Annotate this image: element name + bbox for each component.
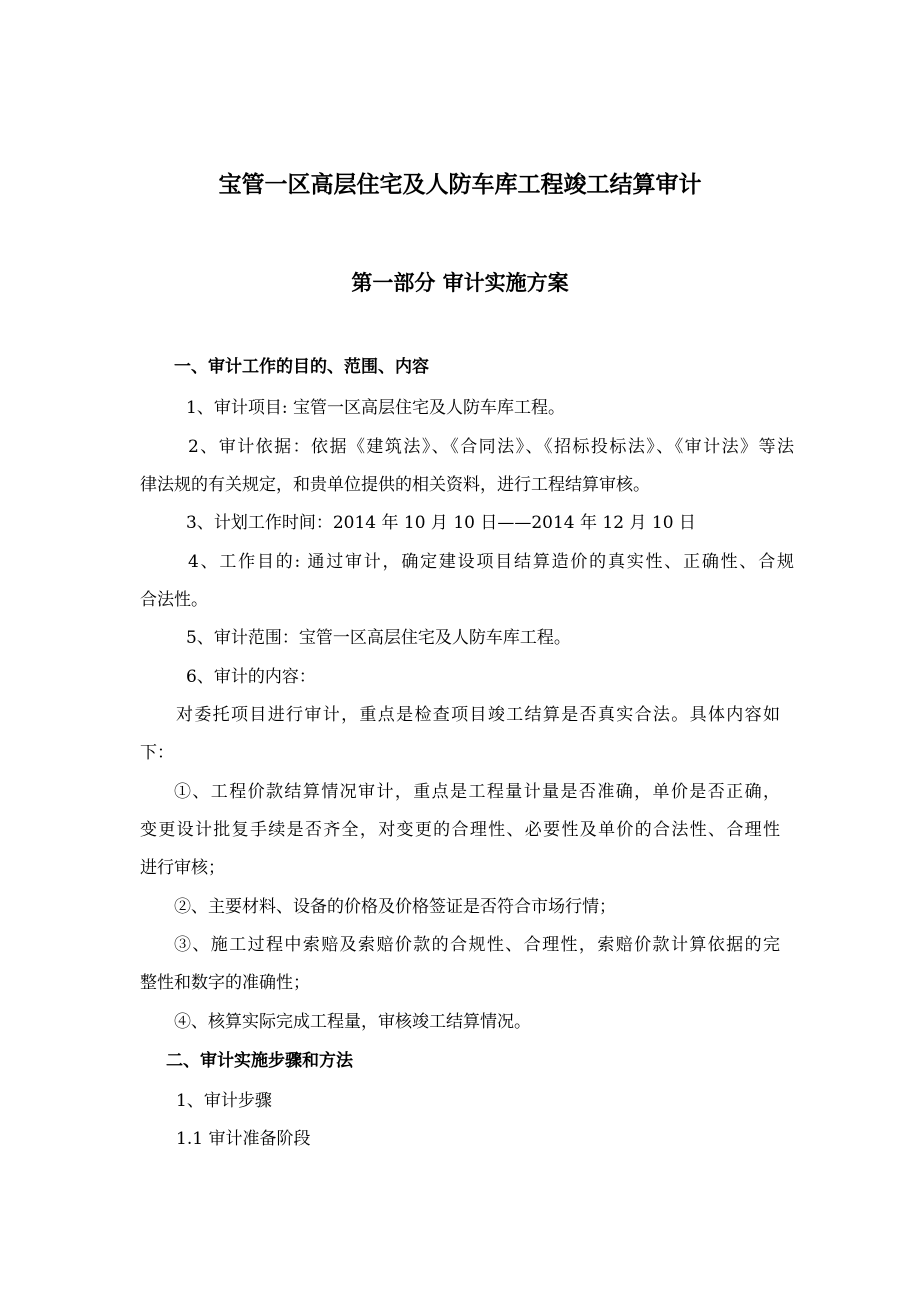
point2: ②、主要材料、设备的价格及价格签证是否符合市场行情； (174, 897, 616, 917)
document-title: 宝管一区高层住宅及人防车库工程竣工结算审计 (218, 171, 702, 198)
point1-line2: 变更设计批复手续是否齐全，对变更的合理性、必要性及单价的合法性、合理性 (140, 820, 780, 840)
section2-item1: 1、审计步骤 (176, 1091, 272, 1111)
item4-objective-line2: 合法性。 (140, 590, 208, 610)
section2-heading: 二、审计实施步骤和方法 (166, 1051, 353, 1071)
item3-schedule: 3、计划工作时间：2014 年 10 月 10 日——2014 年 12 月 10 日 (186, 513, 696, 533)
item5-scope: 5、审计范围：宝管一区高层住宅及人防车库工程。 (186, 628, 571, 648)
point3-line2: 整性和数字的准确性； (140, 973, 310, 993)
content-intro-line1: 对委托项目进行审计，重点是检查项目竣工结算是否真实合法。具体内容如 (176, 705, 780, 725)
item2-audit-basis-line2: 律法规的有关规定，和贵单位提供的相关资料，进行工程结算审核。 (140, 475, 650, 495)
item1-audit-project: 1、审计项目: 宝管一区高层住宅及人防车库工程。 (186, 398, 565, 418)
point3-line1: ③、施工过程中索赔及索赔价款的合规性、合理性，索赔价款计算依据的完 (174, 935, 780, 955)
part-title: 第一部分 审计实施方案 (351, 270, 569, 295)
item4-objective-line1: 4、工作目的: 通过审计，确定建设项目结算造价的真实性、正确性、合规 (188, 552, 794, 572)
section1-heading: 一、审计工作的目的、范围、内容 (174, 357, 429, 377)
item2-audit-basis-line1: 2、审计依据：依据《建筑法》、《合同法》、《招标投标法》、《审计法》等法 (188, 437, 794, 457)
point1-line1: ①、工程价款结算情况审计，重点是工程量计量是否准确，单价是否正确， (174, 782, 780, 802)
point4: ④、核算实际完成工程量，审核竣工结算情况。 (174, 1012, 531, 1032)
point1-line3: 进行审核； (140, 858, 225, 878)
section2-item1-1: 1.1 审计准备阶段 (176, 1129, 311, 1149)
content-intro-line2: 下： (140, 743, 174, 763)
item6-content: 6、审计的内容： (186, 667, 316, 687)
